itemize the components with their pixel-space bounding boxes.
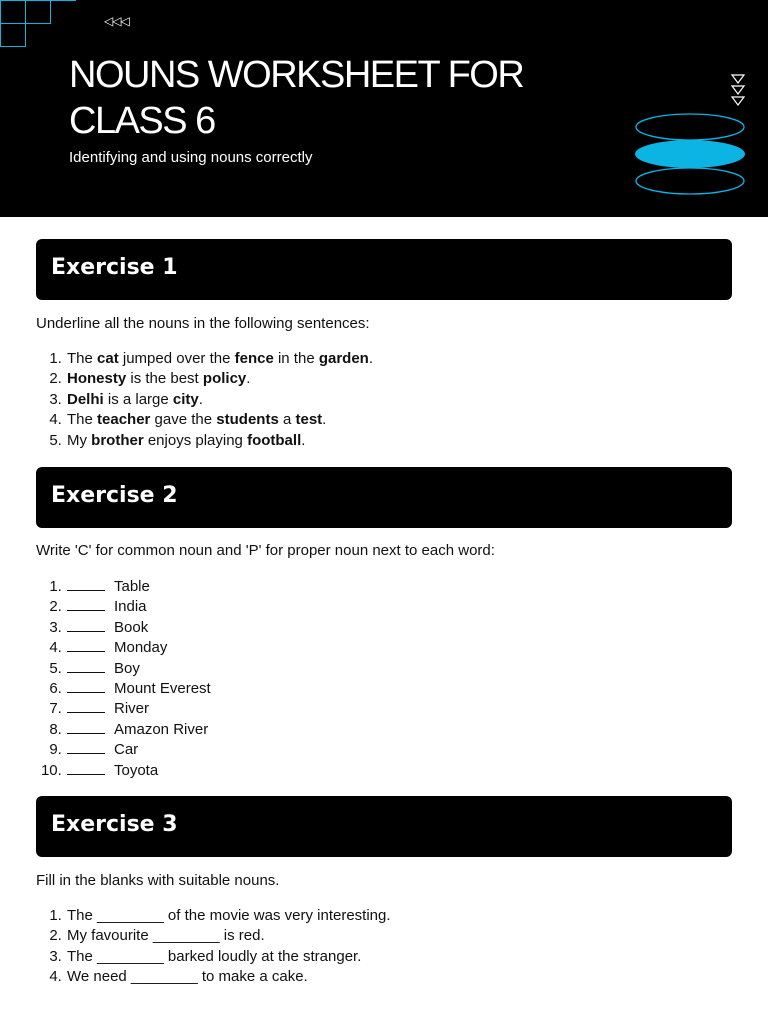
- word-item: [66, 679, 211, 699]
- answer-blank: [67, 680, 105, 693]
- noun-word: Delhi: [67, 390, 104, 408]
- sentence-item: 3. Delhi is a large city.: [66, 390, 373, 410]
- fill-blank-item: 1. The ________ of the movie was very interesting.: [66, 906, 391, 926]
- answer-blank: [67, 578, 105, 591]
- word-item: [66, 597, 211, 617]
- answer-blank: [67, 741, 105, 754]
- page-title: NOUNS WORKSHEET FOR CLASS 6: [69, 54, 524, 142]
- exercise-3-header: [36, 796, 732, 857]
- word-label: Boy: [114, 659, 140, 677]
- noun-word: brother: [91, 431, 144, 449]
- exercise-2-heading: Exercise 2: [51, 483, 178, 508]
- noun-word: teacher: [97, 411, 151, 429]
- word-item: [66, 659, 211, 679]
- page-subtitle: Identifying and using nouns correctly: [69, 149, 313, 166]
- word-label: Toyota: [114, 761, 159, 779]
- word-label: Book: [114, 618, 149, 636]
- noun-word: test: [295, 411, 323, 429]
- fill-blank-item: 2. My favourite ________ is red.: [66, 926, 391, 946]
- triangle-row-icon: ◁◁◁: [104, 14, 129, 28]
- word-label: India: [114, 598, 147, 616]
- noun-word: policy: [202, 370, 247, 388]
- answer-blank: [67, 619, 105, 632]
- word-item: [66, 699, 211, 719]
- fill-blank-item: 4. We need ________ to make a cake.: [66, 967, 391, 987]
- exercise-1-heading: Exercise 1: [51, 255, 178, 280]
- exercise-2-instruction: Write 'C' for common noun and 'P' for proper noun next to each word:: [36, 542, 495, 559]
- word-label: River: [114, 700, 150, 718]
- word-item: [66, 577, 211, 597]
- exercise-3-list: [36, 906, 391, 988]
- answer-blank: [67, 700, 105, 713]
- fill-blank-item: 3. The ________ barked loudly at the stranger.: [66, 947, 391, 967]
- exercise-1-instruction: Underline all the nouns in the following sentences:: [36, 315, 370, 332]
- noun-word: city: [172, 390, 199, 408]
- exercise-1-header: [36, 239, 732, 300]
- noun-word: garden: [318, 350, 369, 367]
- word-item: [66, 761, 211, 781]
- noun-word: students: [216, 411, 279, 429]
- ellipse-stack-icon: [634, 112, 746, 198]
- triangle-column-icon: [730, 73, 746, 107]
- answer-blank: [67, 721, 105, 734]
- word-item: [66, 740, 211, 760]
- noun-word: football: [247, 431, 302, 449]
- word-label: Monday: [114, 639, 168, 657]
- answer-blank: [67, 639, 105, 652]
- word-item: [66, 720, 211, 740]
- word-label: Table: [114, 578, 150, 595]
- noun-word: cat: [97, 350, 119, 367]
- sentence-item: 2. Honesty is the best policy.: [66, 369, 373, 389]
- sentence-item: 1. The cat jumped over the fence in the garden.: [66, 349, 373, 369]
- answer-blank: [67, 762, 105, 775]
- header-banner: [0, 0, 768, 217]
- answer-blank: [67, 660, 105, 673]
- exercise-3-heading: Exercise 3: [51, 812, 178, 837]
- word-label: Mount Everest: [114, 680, 211, 698]
- noun-word: fence: [234, 350, 274, 367]
- noun-word: Honesty: [67, 370, 127, 388]
- answer-blank: [67, 598, 105, 611]
- word-label: Amazon River: [114, 720, 209, 738]
- word-item: [66, 618, 211, 638]
- sentence-item: 5. My brother enjoys playing football.: [66, 431, 373, 451]
- word-label: Car: [114, 741, 139, 759]
- exercise-2-header: [36, 467, 732, 528]
- exercise-1-list: [36, 349, 373, 451]
- grid-decoration-icon: [0, 0, 80, 50]
- word-item: [66, 638, 211, 658]
- exercise-3-instruction: Fill in the blanks with suitable nouns.: [36, 872, 280, 889]
- sentence-item: 4. The teacher gave the students a test.: [66, 410, 373, 430]
- exercise-2-list: [36, 577, 211, 781]
